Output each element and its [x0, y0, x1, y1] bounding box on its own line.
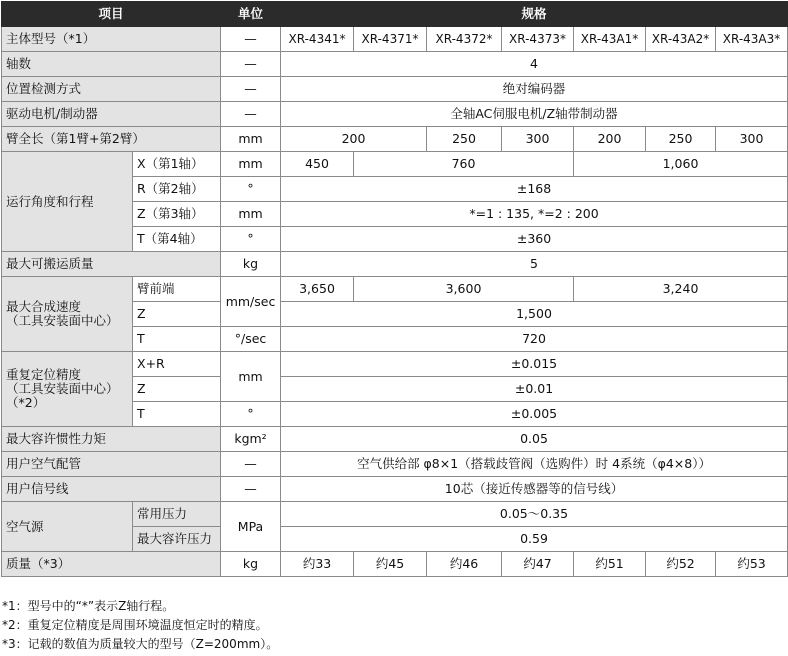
- value-cell: 约52: [646, 552, 716, 577]
- unit-cell: kg: [221, 552, 281, 577]
- row-label: 用户空气配管: [2, 452, 221, 477]
- value-cell: 绝对编码器: [281, 77, 788, 102]
- row-label: 轴数: [2, 52, 221, 77]
- value-cell: 约33: [281, 552, 354, 577]
- value-cell: 5: [281, 252, 788, 277]
- row-label: [2, 352, 133, 427]
- value-cell: 250: [427, 127, 502, 152]
- model-cell: XR-43A1*: [574, 27, 646, 52]
- table-row: [2, 252, 788, 277]
- unit-cell: —: [221, 102, 281, 127]
- model-cell: XR-4372*: [427, 27, 502, 52]
- row-label: 驱动电机/制动器: [2, 102, 221, 127]
- value-cell: 约45: [354, 552, 427, 577]
- row-label: 质量（*3）: [2, 552, 221, 577]
- value-cell: 200: [574, 127, 646, 152]
- row-label: 最大可搬运质量: [2, 252, 221, 277]
- unit-cell: °: [221, 227, 281, 252]
- table-row: [2, 277, 788, 302]
- row-label-line: （工具安装面中心）: [6, 381, 119, 396]
- value-cell: 约53: [716, 552, 788, 577]
- sub-label: 最大容许压力: [133, 527, 221, 552]
- value-cell: 0.59: [281, 527, 788, 552]
- value-cell: 4: [281, 52, 788, 77]
- row-label: 运行角度和行程: [2, 152, 133, 252]
- unit-cell: mm: [221, 202, 281, 227]
- table-row: [2, 477, 788, 502]
- table-row: [2, 52, 788, 77]
- spec-table: [1, 1, 788, 577]
- unit-cell: kg: [221, 252, 281, 277]
- value-cell: 0.05～0.35: [281, 502, 788, 527]
- row-label: [2, 277, 133, 352]
- header-spec: 规格: [281, 2, 788, 27]
- value-cell: ±0.015: [281, 352, 788, 377]
- unit-cell: —: [221, 452, 281, 477]
- value-cell: 300: [502, 127, 574, 152]
- value-cell: 3,600: [354, 277, 574, 302]
- sub-label: X+R: [133, 352, 221, 377]
- unit-cell: °/sec: [221, 327, 281, 352]
- value-cell: 全轴AC伺服电机/Z轴带制动器: [281, 102, 788, 127]
- row-label-line: （*2）: [6, 395, 46, 410]
- header-unit: 单位: [221, 2, 281, 27]
- unit-cell: —: [221, 477, 281, 502]
- table-row: [2, 152, 788, 177]
- table-row: [2, 102, 788, 127]
- unit-cell: °: [221, 177, 281, 202]
- unit-cell: mm: [221, 152, 281, 177]
- unit-cell: mm/sec: [221, 277, 281, 327]
- sub-label: 常用压力: [133, 502, 221, 527]
- unit-cell: °: [221, 402, 281, 427]
- table-row: [2, 502, 788, 527]
- sub-label: T（第4轴）: [133, 227, 221, 252]
- row-label-line: 最大合成速度: [6, 299, 82, 314]
- unit-cell: —: [221, 52, 281, 77]
- value-cell: 250: [646, 127, 716, 152]
- unit-cell: kgm²: [221, 427, 281, 452]
- table-row: [2, 427, 788, 452]
- value-cell: 10芯（接近传感器等的信号线）: [281, 477, 788, 502]
- model-cell: XR-4373*: [502, 27, 574, 52]
- row-label-line: （工具安装面中心）: [6, 313, 119, 328]
- header-item: 项目: [2, 2, 221, 27]
- value-cell: 760: [354, 152, 574, 177]
- sub-label: Z: [133, 377, 221, 402]
- value-cell: 0.05: [281, 427, 788, 452]
- unit-cell: —: [221, 77, 281, 102]
- value-cell: 300: [716, 127, 788, 152]
- table-row: [2, 127, 788, 152]
- sub-label: Z: [133, 302, 221, 327]
- unit-cell: mm: [221, 127, 281, 152]
- unit-cell: mm: [221, 352, 281, 402]
- footnotes: [2, 597, 278, 654]
- row-label: 用户信号线: [2, 477, 221, 502]
- value-cell: 1,500: [281, 302, 788, 327]
- row-label: 臂全长（第1臂+第2臂）: [2, 127, 221, 152]
- sub-label: R（第2轴）: [133, 177, 221, 202]
- sub-label: Z（第3轴）: [133, 202, 221, 227]
- footnote: *2：重复定位精度是周围环境温度恒定时的精度。: [2, 618, 268, 632]
- table-header-row: [2, 2, 788, 27]
- footnote: *1：型号中的“*”表示Z轴行程。: [2, 599, 175, 613]
- sub-label: 臂前端: [133, 277, 221, 302]
- model-cell: XR-4371*: [354, 27, 427, 52]
- value-cell: 空气供给部 φ8×1（搭载歧管阀（选购件）时 4系统（φ4×8））: [281, 452, 788, 477]
- table-row: [2, 77, 788, 102]
- value-cell: ±168: [281, 177, 788, 202]
- row-label: 位置检测方式: [2, 77, 221, 102]
- row-label: 空气源: [2, 502, 133, 552]
- table-row: [2, 552, 788, 577]
- unit-cell: —: [221, 27, 281, 52]
- row-label: 最大容许惯性力矩: [2, 427, 221, 452]
- value-cell: 约51: [574, 552, 646, 577]
- value-cell: 3,240: [574, 277, 788, 302]
- value-cell: 200: [281, 127, 427, 152]
- footnote: *3：记载的数值为质量较大的型号（Z=200mm）。: [2, 637, 279, 651]
- table-row: [2, 27, 788, 52]
- sub-label: T: [133, 327, 221, 352]
- value-cell: 3,650: [281, 277, 354, 302]
- value-cell: *=1 : 135, *=2 : 200: [281, 202, 788, 227]
- value-cell: 720: [281, 327, 788, 352]
- model-cell: XR-43A3*: [716, 27, 788, 52]
- value-cell: 约47: [502, 552, 574, 577]
- value-cell: 450: [281, 152, 354, 177]
- unit-cell: MPa: [221, 502, 281, 552]
- model-cell: XR-4341*: [281, 27, 354, 52]
- table-row: [2, 352, 788, 377]
- sub-label: X（第1轴）: [133, 152, 221, 177]
- value-cell: ±0.005: [281, 402, 788, 427]
- row-label: 主体型号（*1）: [2, 27, 221, 52]
- value-cell: 约46: [427, 552, 502, 577]
- value-cell: ±360: [281, 227, 788, 252]
- value-cell: 1,060: [574, 152, 788, 177]
- value-cell: ±0.01: [281, 377, 788, 402]
- model-cell: XR-43A2*: [646, 27, 716, 52]
- row-label-line: 重复定位精度: [6, 367, 82, 382]
- sub-label: T: [133, 402, 221, 427]
- table-row: [2, 452, 788, 477]
